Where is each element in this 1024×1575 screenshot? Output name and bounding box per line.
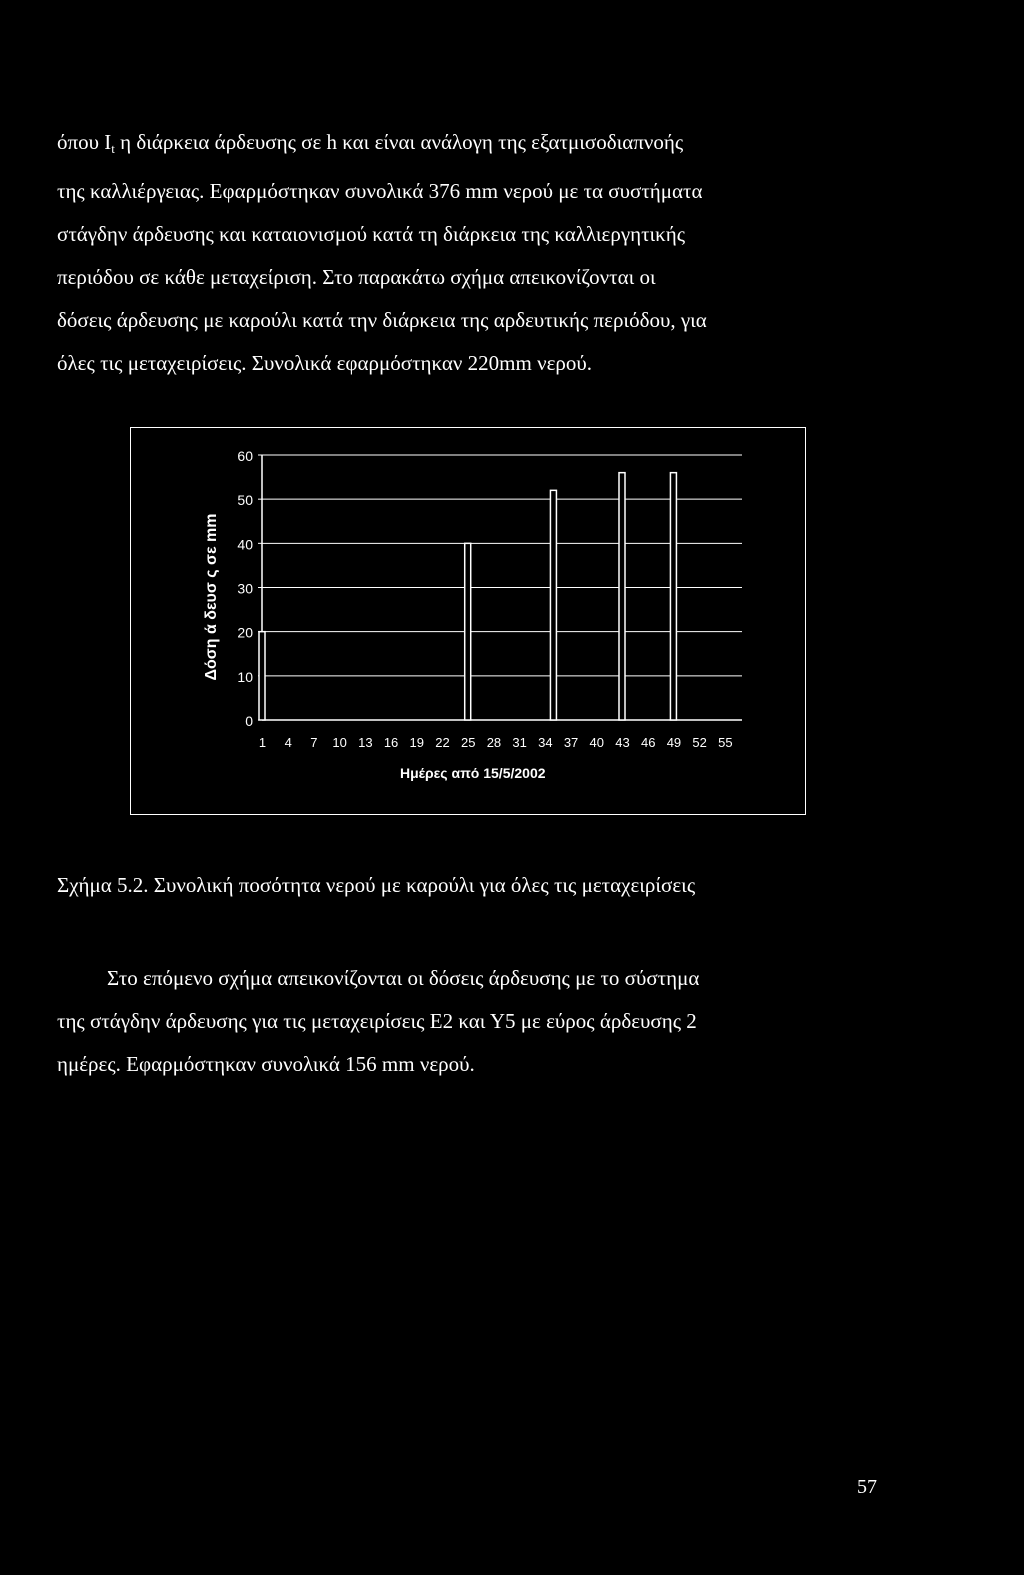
x-tick-label: 4 <box>284 735 292 750</box>
figure-caption: Σχήμα 5.2. Συνολική ποσότητα νερού με καρούλι για όλες τις μεταχειρίσεις <box>57 873 696 897</box>
y-tick-label: 40 <box>237 536 253 553</box>
y-tick-label: 30 <box>237 580 253 597</box>
x-axis-label: Ημέρες από 15/5/2002 <box>400 765 546 781</box>
y-axis-label: Δόση ά δευσ ς σε mm <box>203 513 220 681</box>
x-tick-label: 28 <box>486 735 502 750</box>
paragraph-line: όλες τις μεταχειρίσεις. Συνολικά εφαρμόστηκαν 220mm νερού. <box>57 351 593 375</box>
x-tick-label: 34 <box>538 735 553 750</box>
bar <box>259 632 265 720</box>
y-tick-label: 50 <box>237 492 253 509</box>
x-tick-label: 52 <box>692 735 707 750</box>
x-tick-label: 16 <box>383 735 399 750</box>
next-paragraph <box>57 957 887 1086</box>
paragraph-line: Στο επόμενο σχήμα απεικονίζονται οι δόσεις άρδευσης με το σύστημα <box>107 966 700 990</box>
x-tick-label: 46 <box>640 735 656 750</box>
bar <box>670 473 676 720</box>
paragraph-line: περιόδου σε κάθε μεταχείριση. Στο παρακάτω σχήμα απεικονίζονται οι <box>57 265 656 289</box>
y-tick-label: 0 <box>245 713 253 729</box>
x-tick-label: 43 <box>615 735 630 750</box>
y-tick-label: 60 <box>237 448 253 464</box>
paragraph-line: ημέρες. Εφαρμόστηκαν συνολικά 156 mm νερού. <box>57 1052 475 1076</box>
paragraph-line: της καλλιέργειας. Εφαρμόστηκαν συνολικά 376 mm νερού με τα συστήματα <box>57 179 703 203</box>
bar <box>550 490 556 720</box>
paragraph-line: της στάγδην άρδευσης για τις μεταχειρίσεις Ε2 και Υ5 με εύρος άρδευσης 2 <box>57 1009 697 1033</box>
x-tick-label: 10 <box>332 735 347 750</box>
x-tick-label: 19 <box>409 735 425 750</box>
x-tick-label: 37 <box>563 735 579 750</box>
subscript: t <box>111 141 115 156</box>
x-tick-label: 7 <box>310 735 318 750</box>
paragraph-line: δόσεις άρδευσης με καρούλι κατά την διάρκεια της αρδευτικής περιόδου, για <box>57 308 707 332</box>
paragraph-line: στάγδην άρδευσης και καταιονισμού κατά τη διάρκεια της καλλιεργητικής <box>57 222 686 246</box>
y-tick-label: 20 <box>237 624 253 641</box>
x-tick-label: 25 <box>460 735 476 750</box>
page-number: 57 <box>857 1476 877 1498</box>
x-tick-label: 31 <box>512 735 527 750</box>
y-tick-label: 10 <box>237 668 253 685</box>
x-tick-label: 1 <box>258 735 267 750</box>
x-tick-label: 22 <box>435 735 450 750</box>
text-span: όπου I <box>57 130 112 154</box>
bar <box>465 543 471 720</box>
x-tick-label: 40 <box>589 735 605 750</box>
text-span: η διάρκεια άρδευσης σε h και είναι ανάλογη της εξατμισοδιαπνοής <box>114 130 684 154</box>
x-tick-label: 55 <box>718 735 733 750</box>
bar <box>619 473 625 720</box>
x-tick-label: 13 <box>358 735 373 750</box>
x-tick-label: 49 <box>666 735 682 750</box>
